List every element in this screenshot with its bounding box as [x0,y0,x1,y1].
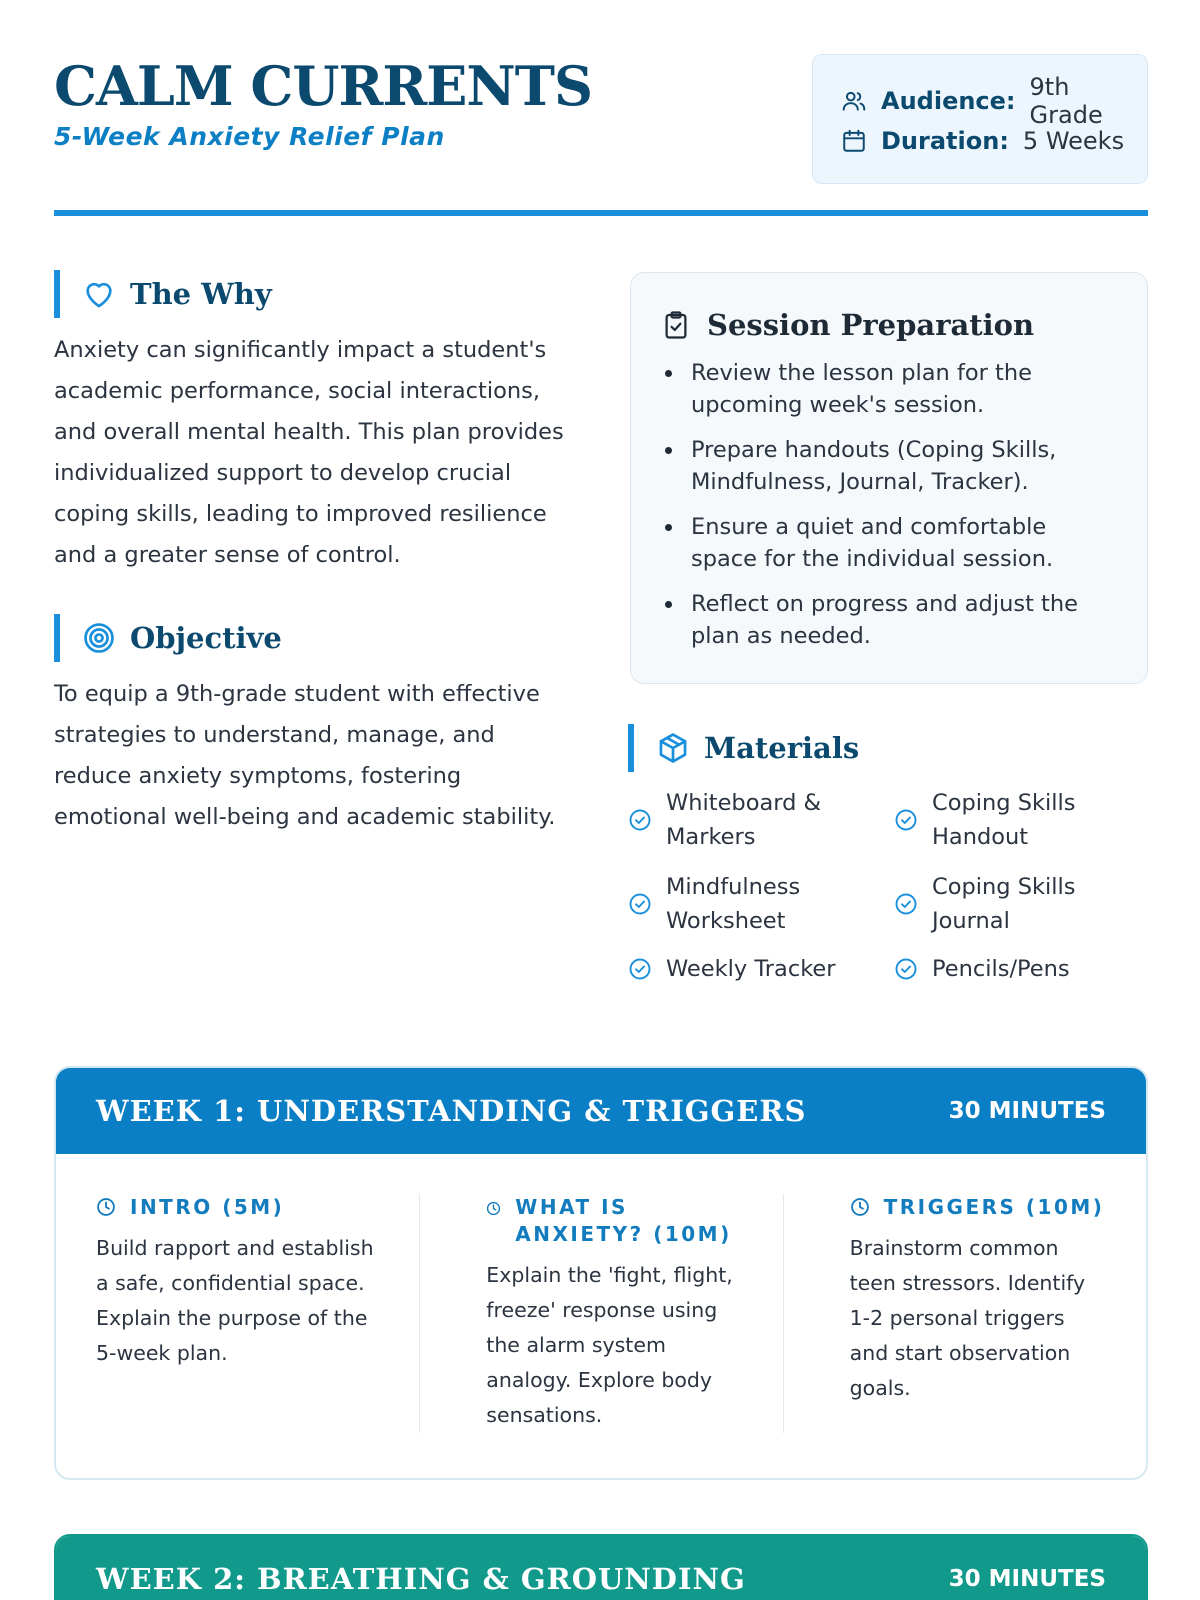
list-item: Reflect on progress and adjust the plan as needed. [661,588,1117,652]
heart-icon [82,277,116,311]
segment-heading [96,1194,379,1221]
material-item [628,952,888,986]
why-heading [54,270,272,318]
target-icon [82,621,116,655]
duration-value: 5 Weeks [1022,127,1125,155]
session-prep-title: Session Preparation [707,308,1035,342]
material-item [628,870,878,938]
session-prep-heading [661,303,1117,347]
week-2-duration: 30 MINUTES [948,1566,1106,1592]
clock-icon [96,1197,116,1217]
week-1-segments [56,1154,1146,1473]
material-label: Mindfulness Worksheet [666,874,801,934]
page-title: CALM CURRENTS [54,54,592,118]
meta-info-box [812,54,1148,184]
week-1-duration: 30 MINUTES [948,1098,1106,1124]
why-text: Anxiety can significantly impact a student's academic performance, social interactions, and overall mental health. This plan provides individualized support to develop crucial coping skills, leading to improved resilience and a greater sense of control. [54,337,564,568]
duration-label: Duration: [881,127,1009,155]
list-item: Review the lesson plan for the upcoming week's session. [661,357,1117,421]
check-circle-icon [628,808,652,832]
list-item: Prepare handouts (Coping Skills, Mindfulness, Journal, Tracker). [661,434,1117,498]
audience-row [841,73,1147,129]
material-label: Coping Skills Handout [932,790,1076,850]
duration-row [841,121,1147,161]
segment-title: TRIGGERS (10M) [883,1195,1105,1219]
check-circle-icon [628,957,652,981]
objective-title: Objective [130,621,282,655]
calendar-icon [841,128,867,154]
session-prep-card [630,272,1148,684]
check-circle-icon [894,808,918,832]
materials-title: Materials [704,731,860,765]
users-icon [841,88,867,114]
page-header [54,54,1148,218]
week-1-card [54,1066,1148,1480]
material-label: Pencils/Pens [932,956,1070,982]
week-2-card [54,1534,1148,1600]
material-label: Coping Skills Journal [932,874,1076,934]
week-1-header [56,1068,1146,1154]
why-title: The Why [130,277,272,311]
clipboard-check-icon [661,310,691,340]
session-prep-list [661,357,1117,652]
segment-title: WHAT IS ANXIETY? (10M) [515,1195,732,1246]
segment [419,1194,782,1433]
material-label: Whiteboard & Markers [666,790,822,850]
week-2-title: WEEK 2: BREATHING & GROUNDING [96,1562,746,1596]
package-icon [656,731,690,765]
check-circle-icon [894,892,918,916]
material-item [628,786,878,854]
segment-heading [486,1194,742,1248]
segment-title: INTRO (5M) [130,1195,285,1219]
material-item [894,870,1148,938]
list-item: Ensure a quiet and comfortable space for the individual session. [661,511,1117,575]
check-circle-icon [628,892,652,916]
material-item [894,952,1148,986]
header-divider [54,210,1148,216]
materials-heading [628,724,859,772]
segment-text: Brainstorm common teen stressors. Identify 1-2 personal triggers and start observation goals. [849,1236,1086,1400]
audience-label: Audience: [881,87,1016,115]
week-2-header [56,1536,1146,1600]
page-subtitle: 5-Week Anxiety Relief Plan [54,122,445,151]
segment-heading [850,1194,1106,1221]
check-circle-icon [894,957,918,981]
segment-text: Explain the 'fight, flight, freeze' response using the alarm system analogy. Explore body sensations. [486,1263,733,1427]
audience-value: 9th Grade [1029,73,1103,129]
clock-icon [850,1197,870,1217]
segment [783,1194,1146,1433]
material-item [894,786,1148,854]
material-label: Weekly Tracker [666,956,836,982]
clock-icon [486,1201,501,1216]
segment [56,1194,419,1433]
segment-text: Build rapport and establish a safe, confidential space. Explain the purpose of the 5-week plan. [96,1236,374,1365]
objective-heading [54,614,282,662]
week-1-title: WEEK 1: UNDERSTANDING & TRIGGERS [96,1094,807,1128]
objective-text: To equip a 9th-grade student with effective strategies to understand, manage, and reduce anxiety symptoms, fostering emotional well-being and academic stability. [54,681,556,830]
